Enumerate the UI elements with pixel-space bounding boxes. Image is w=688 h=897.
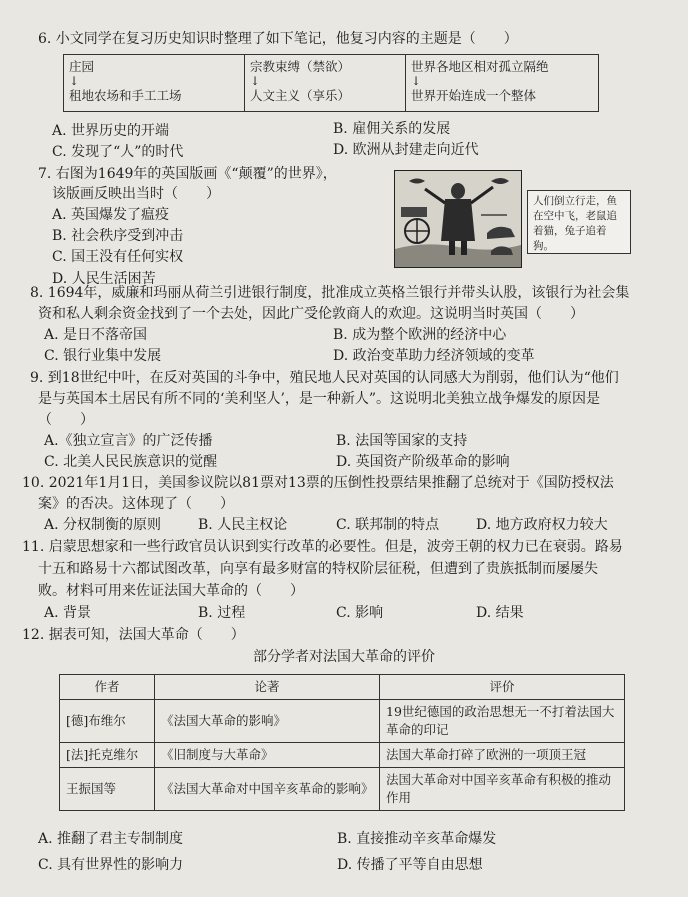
row-work: 《旧制度与大革命》 bbox=[155, 743, 380, 768]
q7-stem-line1: 7. 右图为1649年的英国版画《“颠覆”的世界》， bbox=[38, 166, 337, 182]
row-eval: 19世纪德国的政治思想无一不打着法国大革命的印记 bbox=[380, 700, 625, 743]
q6-note-2: 宗教束缚（禁欲） ↓ 人文主义（享乐） bbox=[245, 55, 406, 112]
q8-option-c[interactable]: C. 银行业集中发展 bbox=[44, 348, 162, 364]
q10-option-c[interactable]: C. 联邦制的特点 bbox=[336, 517, 440, 533]
q10-option-b[interactable]: B. 人民主权论 bbox=[198, 517, 288, 533]
down-arrow-icon: ↓ bbox=[411, 74, 422, 88]
q12-option-b[interactable]: B. 直接推动辛亥革命爆发 bbox=[337, 831, 497, 847]
q6-option-d[interactable]: D. 欧洲从封建走向近代 bbox=[333, 142, 479, 158]
q12-stem: 12. 据表可知，法国大革命（ ） bbox=[22, 627, 245, 643]
q10-option-d[interactable]: D. 地方政府权力较大 bbox=[476, 517, 608, 533]
q7-option-a[interactable]: A. 英国爆发了瘟疫 bbox=[52, 207, 170, 223]
q11-stem-line1: 11. 启蒙思想家和一些行政官员认识到实行改革的必要性。但是，波旁王朝的权力已在衰弱。路易 bbox=[22, 539, 623, 555]
q12-option-a[interactable]: A. 推翻了君主专制制度 bbox=[38, 831, 184, 847]
q11-option-d[interactable]: D. 结果 bbox=[476, 605, 524, 621]
table-caption: 部分学者对法国大革命的评价 bbox=[253, 649, 435, 665]
q7-speech-callout: 人们倒立行走，鱼在空中飞，老鼠追着猫，兔子追着狗。 bbox=[527, 190, 631, 254]
q12-option-d[interactable]: D. 传播了平等自由思想 bbox=[337, 857, 483, 873]
q11-option-b[interactable]: B. 过程 bbox=[198, 605, 246, 621]
table-header-row bbox=[60, 675, 625, 700]
q11-option-c[interactable]: C. 影响 bbox=[336, 605, 384, 621]
q12-option-c[interactable]: C. 具有世界性的影响力 bbox=[38, 857, 184, 873]
row-work: 《法国大革命对中国辛亥革命的影响》 bbox=[155, 768, 380, 811]
evaluation-table bbox=[59, 674, 625, 811]
q6-notes-table bbox=[63, 54, 599, 112]
row-author: 王振国等 bbox=[60, 768, 155, 811]
q6-stem: 6. 小文同学在复习历史知识时整理了如下笔记，他复习内容的主题是（ ） bbox=[38, 31, 518, 47]
q6-option-a[interactable]: A. 世界历史的开端 bbox=[52, 123, 170, 139]
row-eval: 法国大革命打碎了欧洲的一项顶王冠 bbox=[380, 743, 625, 768]
q8-stem-line1: 8. 1694年，威廉和玛丽从荷兰引进银行制度，批准成立英格兰银行并带头认股，该银行为社会集 bbox=[30, 285, 630, 301]
q6-option-b[interactable]: B. 雇佣关系的发展 bbox=[333, 121, 451, 137]
q7-option-b[interactable]: B. 社会秩序受到冲击 bbox=[52, 228, 184, 244]
woodcut-print-image bbox=[394, 170, 522, 268]
q8-option-b[interactable]: B. 成为整个欧洲的经济中心 bbox=[333, 327, 507, 343]
q9-stem-line2: 是与英国本土居民有所不同的‘美利坚人’，是一种新人”。这说明北美独立战争爆发的原因是 bbox=[38, 391, 601, 407]
table-row bbox=[60, 743, 625, 768]
woodcut-illustration bbox=[395, 171, 521, 267]
q10-option-a[interactable]: A. 分权制衡的原则 bbox=[44, 517, 162, 533]
q8-option-d[interactable]: D. 政治变革助力经济领域的变革 bbox=[333, 348, 535, 364]
q10-stem-line2: 案》的否决。这体现了（ ） bbox=[38, 496, 234, 512]
q8-stem-line2: 资和私人剩余资金找到了一个去处，因此广受伦敦商人的欢迎。这说明当时英国（ ） bbox=[38, 306, 584, 322]
row-author: [法]托克维尔 bbox=[60, 743, 155, 768]
q7-stem-line2: 该版画反映出当时（ ） bbox=[52, 186, 220, 202]
q9-stem-line1: 9. 到18世纪中叶，在反对英国的斗争中，殖民地人民对英国的认同感大为削弱，他们认为“他们 bbox=[30, 370, 619, 386]
header-work: 论著 bbox=[155, 675, 380, 700]
q11-stem-line3: 败。材料可用来佐证法国大革命的（ ） bbox=[38, 583, 304, 599]
row-author: [德]布维尔 bbox=[60, 700, 155, 743]
q9-option-a[interactable]: A.《独立宣言》的广泛传播 bbox=[44, 433, 213, 449]
q6-option-c[interactable]: C. 发现了“人”的时代 bbox=[52, 144, 184, 160]
q9-option-b[interactable]: B. 法国等国家的支持 bbox=[336, 433, 468, 449]
q9-option-c[interactable]: C. 北美人民民族意识的觉醒 bbox=[44, 454, 218, 470]
row-eval: 法国大革命对中国辛亥革命有积极的推动作用 bbox=[380, 768, 625, 811]
down-arrow-icon: ↓ bbox=[69, 74, 80, 88]
q11-option-a[interactable]: A. 背景 bbox=[44, 605, 92, 621]
header-eval: 评价 bbox=[380, 675, 625, 700]
q6-note-3: 世界各地区相对孤立隔绝 ↓ 世界开始连成一个整体 bbox=[406, 55, 599, 112]
q10-stem-line1: 10. 2021年1月1日，美国参议院以81票对13票的压倒性投票结果推翻了总统对于《国防授权法 bbox=[22, 475, 614, 491]
row-work: 《法国大革命的影响》 bbox=[155, 700, 380, 743]
q7-option-c[interactable]: C. 国王没有任何实权 bbox=[52, 249, 184, 265]
q7-option-d[interactable]: D. 人民生活困苦 bbox=[52, 271, 156, 287]
q9-option-d[interactable]: D. 英国资产阶级革命的影响 bbox=[336, 454, 510, 470]
header-author: 作者 bbox=[60, 675, 155, 700]
down-arrow-icon: ↓ bbox=[250, 74, 261, 88]
q8-option-a[interactable]: A. 是日不落帝国 bbox=[44, 327, 148, 343]
table-row bbox=[60, 768, 625, 811]
table-row bbox=[60, 700, 625, 743]
q11-stem-line2: 十五和路易十六都试图改革，向享有最多财富的特权阶层征税，但遭到了贵族抵制而屡屡失 bbox=[38, 561, 598, 577]
q6-note-1: 庄园 ↓ 租地农场和手工工场 bbox=[64, 55, 245, 112]
q9-stem-line3: （ ） bbox=[38, 412, 94, 428]
